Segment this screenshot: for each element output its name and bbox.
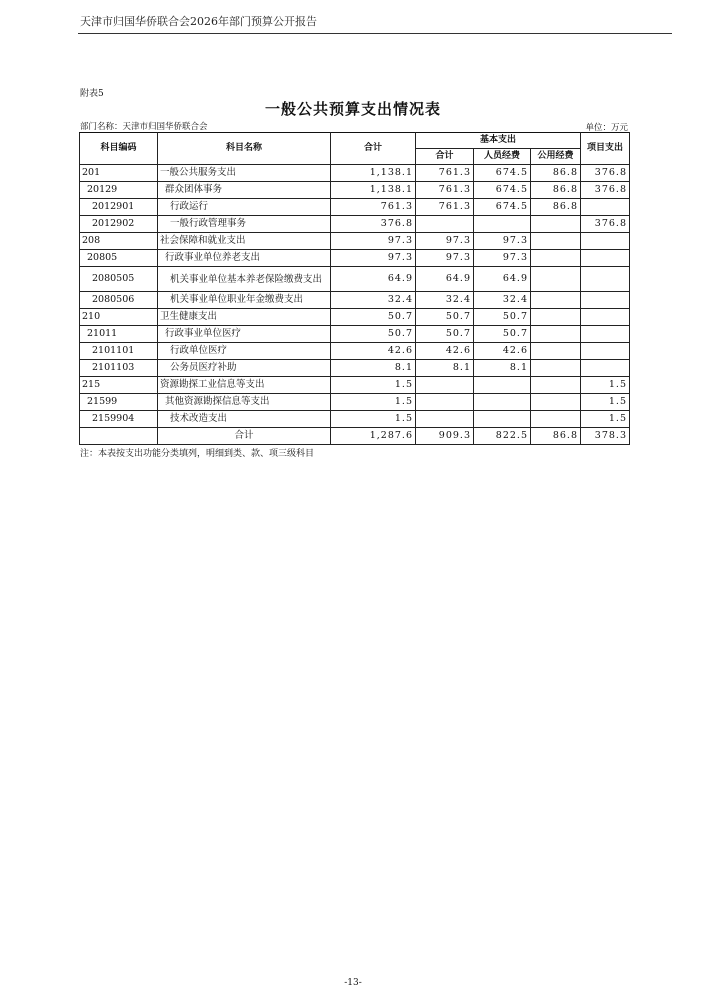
cell-basic-total <box>416 216 474 233</box>
table-note: 注：本表按支出功能分类填列，明细到类、款、项三级科目 <box>80 449 315 459</box>
cell-project <box>581 326 630 343</box>
table-row <box>80 309 630 326</box>
cell-project: 1.5 <box>581 394 630 411</box>
table-row <box>80 326 630 343</box>
cell-personnel <box>474 216 531 233</box>
cell-code: 210 <box>80 309 158 326</box>
cell-basic-total: 97.3 <box>416 233 474 250</box>
header-divider <box>78 33 672 34</box>
cell-total: 761.3 <box>331 199 416 216</box>
cell-public <box>531 360 581 377</box>
table-body <box>80 165 630 445</box>
cell-name: 公务员医疗补助 <box>158 360 331 377</box>
cell-public: 86.8 <box>531 182 581 199</box>
cell-project: 376.8 <box>581 165 630 182</box>
header-public: 公用经费 <box>531 149 581 165</box>
cell-total: 50.7 <box>331 309 416 326</box>
cell-project: 378.3 <box>581 428 630 445</box>
cell-public <box>531 411 581 428</box>
cell-total: 1.5 <box>331 377 416 394</box>
cell-basic-total <box>416 377 474 394</box>
cell-name: 其他资源勘探信息等支出 <box>158 394 331 411</box>
cell-personnel <box>474 394 531 411</box>
department-label: 部门名称：天津市归国华侨联合会 <box>80 122 208 132</box>
header-total: 合计 <box>331 133 416 165</box>
cell-basic-total: 909.3 <box>416 428 474 445</box>
cell-personnel <box>474 377 531 394</box>
cell-project <box>581 233 630 250</box>
table-row <box>80 411 630 428</box>
cell-total: 50.7 <box>331 326 416 343</box>
cell-code: 201 <box>80 165 158 182</box>
cell-personnel: 674.5 <box>474 165 531 182</box>
header-name: 科目名称 <box>158 133 331 165</box>
cell-name: 行政运行 <box>158 199 331 216</box>
cell-basic-total <box>416 411 474 428</box>
cell-project <box>581 292 630 309</box>
cell-basic-total: 32.4 <box>416 292 474 309</box>
cell-personnel: 822.5 <box>474 428 531 445</box>
table-row <box>80 199 630 216</box>
cell-code: 21599 <box>80 394 158 411</box>
table-row <box>80 216 630 233</box>
cell-project: 376.8 <box>581 216 630 233</box>
cell-personnel: 97.3 <box>474 250 531 267</box>
cell-public <box>531 394 581 411</box>
cell-public: 86.8 <box>531 428 581 445</box>
budget-expenditure-table <box>79 132 630 445</box>
running-header: 天津市归国华侨联合会2026年部门预算公开报告 <box>80 15 317 28</box>
cell-public <box>531 326 581 343</box>
cell-personnel: 674.5 <box>474 199 531 216</box>
table-row <box>80 250 630 267</box>
cell-basic-total: 761.3 <box>416 182 474 199</box>
table-row <box>80 165 630 182</box>
cell-basic-total: 761.3 <box>416 199 474 216</box>
header-personnel: 人员经费 <box>474 149 531 165</box>
table-row <box>80 292 630 309</box>
cell-public <box>531 233 581 250</box>
cell-total: 1,138.1 <box>331 182 416 199</box>
cell-public <box>531 343 581 360</box>
cell-total: 376.8 <box>331 216 416 233</box>
cell-code: 2159904 <box>80 411 158 428</box>
cell-total: 97.3 <box>331 233 416 250</box>
cell-total: 42.6 <box>331 343 416 360</box>
cell-basic-total <box>416 394 474 411</box>
page-number: -13- <box>344 978 362 988</box>
cell-name: 机关事业单位职业年金缴费支出 <box>158 292 331 309</box>
cell-name: 社会保障和就业支出 <box>158 233 331 250</box>
cell-name: 一般行政管理事务 <box>158 216 331 233</box>
cell-personnel: 674.5 <box>474 182 531 199</box>
cell-basic-total: 50.7 <box>416 326 474 343</box>
cell-basic-total: 761.3 <box>416 165 474 182</box>
cell-personnel: 64.9 <box>474 267 531 292</box>
cell-public <box>531 250 581 267</box>
cell-code <box>80 428 158 445</box>
cell-code: 2101103 <box>80 360 158 377</box>
cell-code: 2080505 <box>80 267 158 292</box>
cell-basic-total: 97.3 <box>416 250 474 267</box>
cell-personnel: 50.7 <box>474 326 531 343</box>
cell-public: 86.8 <box>531 165 581 182</box>
cell-project <box>581 199 630 216</box>
cell-code: 20129 <box>80 182 158 199</box>
cell-project: 376.8 <box>581 182 630 199</box>
cell-basic-total: 64.9 <box>416 267 474 292</box>
cell-personnel: 97.3 <box>474 233 531 250</box>
cell-code: 2101101 <box>80 343 158 360</box>
cell-name: 资源勘探工业信息等支出 <box>158 377 331 394</box>
table-row <box>80 233 630 250</box>
table-row <box>80 343 630 360</box>
cell-basic-total: 42.6 <box>416 343 474 360</box>
table-row <box>80 360 630 377</box>
cell-public <box>531 377 581 394</box>
header-basic-expenditure: 基本支出 <box>416 133 581 149</box>
cell-project <box>581 250 630 267</box>
cell-public <box>531 216 581 233</box>
cell-code: 208 <box>80 233 158 250</box>
cell-personnel: 42.6 <box>474 343 531 360</box>
cell-name: 群众团体事务 <box>158 182 331 199</box>
cell-total: 32.4 <box>331 292 416 309</box>
cell-name: 行政单位医疗 <box>158 343 331 360</box>
cell-code: 2012901 <box>80 199 158 216</box>
header-basic-total: 合计 <box>416 149 474 165</box>
cell-code: 21011 <box>80 326 158 343</box>
cell-project <box>581 343 630 360</box>
cell-project <box>581 267 630 292</box>
cell-project <box>581 360 630 377</box>
cell-personnel: 8.1 <box>474 360 531 377</box>
cell-public: 86.8 <box>531 199 581 216</box>
cell-basic-total: 8.1 <box>416 360 474 377</box>
cell-name: 技术改造支出 <box>158 411 331 428</box>
cell-name: 机关事业单位基本养老保险缴费支出 <box>158 267 331 292</box>
cell-basic-total: 50.7 <box>416 309 474 326</box>
cell-code: 20805 <box>80 250 158 267</box>
table-row <box>80 182 630 199</box>
cell-public <box>531 267 581 292</box>
cell-name: 卫生健康支出 <box>158 309 331 326</box>
cell-total: 1,287.6 <box>331 428 416 445</box>
table-row <box>80 267 630 292</box>
cell-project: 1.5 <box>581 377 630 394</box>
cell-project: 1.5 <box>581 411 630 428</box>
cell-total: 1.5 <box>331 394 416 411</box>
attachment-label: 附表5 <box>80 89 104 99</box>
cell-total: 64.9 <box>331 267 416 292</box>
cell-code: 215 <box>80 377 158 394</box>
table-title: 一般公共预算支出情况表 <box>264 100 441 118</box>
cell-public <box>531 292 581 309</box>
header-code: 科目编码 <box>80 133 158 165</box>
cell-personnel <box>474 411 531 428</box>
cell-total: 1,138.1 <box>331 165 416 182</box>
cell-name: 行政事业单位养老支出 <box>158 250 331 267</box>
cell-total: 8.1 <box>331 360 416 377</box>
cell-code: 2012902 <box>80 216 158 233</box>
unit-label: 单位：万元 <box>585 123 628 133</box>
table-total-row <box>80 428 630 445</box>
cell-total: 97.3 <box>331 250 416 267</box>
header-project-expenditure: 项目支出 <box>581 133 630 165</box>
cell-personnel: 32.4 <box>474 292 531 309</box>
cell-name: 一般公共服务支出 <box>158 165 331 182</box>
cell-public <box>531 309 581 326</box>
cell-total: 1.5 <box>331 411 416 428</box>
cell-name: 行政事业单位医疗 <box>158 326 331 343</box>
table-row <box>80 377 630 394</box>
cell-project <box>581 309 630 326</box>
cell-code: 2080506 <box>80 292 158 309</box>
cell-personnel: 50.7 <box>474 309 531 326</box>
cell-name: 合计 <box>158 428 331 445</box>
table-row <box>80 394 630 411</box>
